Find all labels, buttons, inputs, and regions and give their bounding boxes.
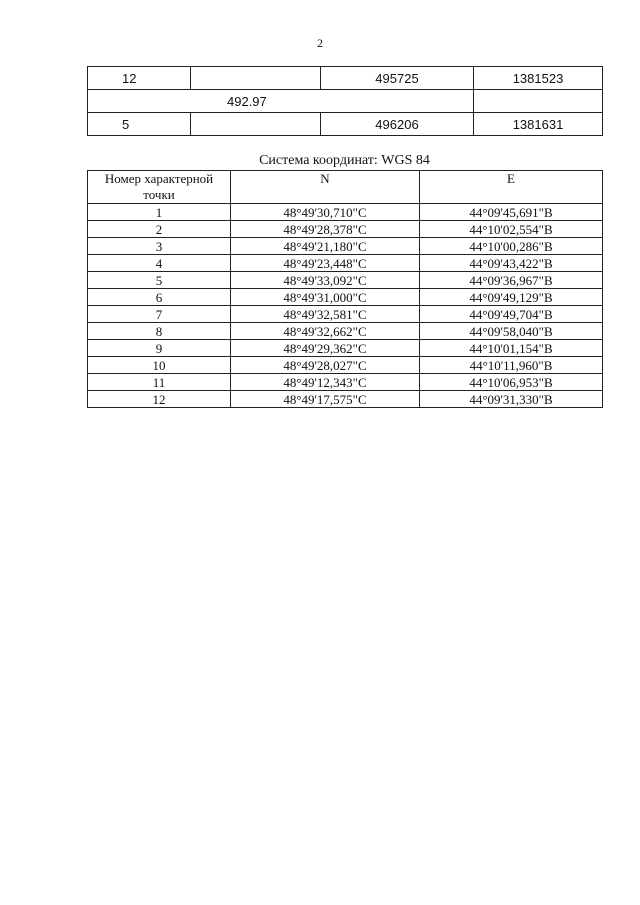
segment-length-cell: 492.97 — [88, 90, 321, 113]
longitude-cell: 44°09'45,691"В — [420, 204, 603, 221]
table-row — [88, 323, 603, 340]
point-number-cell: 12 — [88, 391, 231, 408]
longitude-cell: 44°09'58,040"В — [420, 323, 603, 340]
table-row — [88, 113, 603, 136]
empty-cell — [191, 113, 321, 136]
y-coordinate-cell: 1381523 — [474, 67, 603, 90]
boundary-coordinates-table — [87, 66, 603, 136]
point-number-cell: 8 — [88, 323, 231, 340]
point-number-cell: 3 — [88, 238, 231, 255]
page-number: 2 — [317, 36, 323, 50]
point-number-cell: 4 — [88, 255, 231, 272]
latitude-cell: 48°49'12,343"С — [231, 374, 420, 391]
coordinate-system-caption: Система координат: WGS 84 — [259, 153, 430, 168]
point-number-cell: 1 — [88, 204, 231, 221]
longitude-cell: 44°10'00,286"В — [420, 238, 603, 255]
y-coordinate-cell: 1381631 — [474, 113, 603, 136]
point-number-header: Номер характерной точки — [88, 171, 231, 204]
longitude-cell: 44°09'49,704"В — [420, 306, 603, 323]
empty-cell — [474, 90, 603, 113]
wgs84-table-body — [88, 204, 603, 408]
latitude-cell: 48°49'28,378"С — [231, 221, 420, 238]
table-header-row — [88, 171, 603, 204]
wgs84-coordinates-table — [87, 170, 603, 408]
longitude-cell: 44°09'43,422"В — [420, 255, 603, 272]
latitude-cell: 48°49'23,448"С — [231, 255, 420, 272]
latitude-cell: 48°49'32,581"С — [231, 306, 420, 323]
point-number-cell: 2 — [88, 221, 231, 238]
latitude-cell: 48°49'31,000"С — [231, 289, 420, 306]
table-row — [88, 289, 603, 306]
table-row — [88, 306, 603, 323]
longitude-cell: 44°10'06,953"В — [420, 374, 603, 391]
latitude-cell: 48°49'33,092"С — [231, 272, 420, 289]
longitude-cell: 44°09'49,129"В — [420, 289, 603, 306]
point-number-cell: 9 — [88, 340, 231, 357]
longitude-cell: 44°10'01,154"В — [420, 340, 603, 357]
empty-cell — [321, 90, 474, 113]
latitude-cell: 48°49'28,027"С — [231, 357, 420, 374]
table-row — [88, 67, 603, 90]
empty-cell — [191, 67, 321, 90]
point-number-cell: 11 — [88, 374, 231, 391]
table-row — [88, 90, 603, 113]
point-number-cell: 5 — [88, 113, 191, 136]
latitude-cell: 48°49'32,662"С — [231, 323, 420, 340]
table-row — [88, 238, 603, 255]
table-row — [88, 357, 603, 374]
latitude-cell: 48°49'21,180"С — [231, 238, 420, 255]
table-row — [88, 272, 603, 289]
longitude-cell: 44°09'36,967"В — [420, 272, 603, 289]
x-coordinate-cell: 496206 — [321, 113, 474, 136]
table-row — [88, 255, 603, 272]
latitude-cell: 48°49'29,362"С — [231, 340, 420, 357]
point-number-cell: 10 — [88, 357, 231, 374]
point-number-cell: 12 — [88, 67, 191, 90]
longitude-cell: 44°09'31,330"В — [420, 391, 603, 408]
table-row — [88, 340, 603, 357]
longitude-cell: 44°10'11,960"В — [420, 357, 603, 374]
longitude-header: E — [420, 171, 603, 204]
table-row — [88, 391, 603, 408]
point-number-cell: 6 — [88, 289, 231, 306]
latitude-header: N — [231, 171, 420, 204]
point-number-cell: 5 — [88, 272, 231, 289]
latitude-cell: 48°49'30,710"С — [231, 204, 420, 221]
table-row — [88, 374, 603, 391]
point-number-cell: 7 — [88, 306, 231, 323]
table-row — [88, 221, 603, 238]
longitude-cell: 44°10'02,554"В — [420, 221, 603, 238]
latitude-cell: 48°49'17,575"С — [231, 391, 420, 408]
table-row — [88, 204, 603, 221]
x-coordinate-cell: 495725 — [321, 67, 474, 90]
